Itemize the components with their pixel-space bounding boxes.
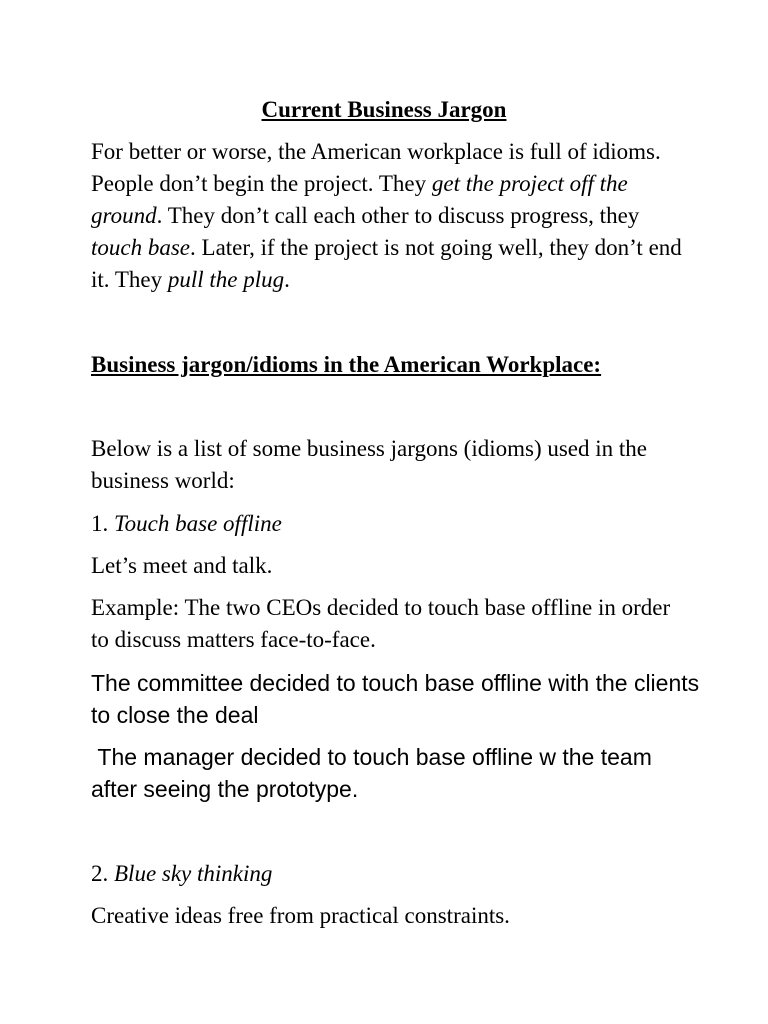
list-item-2-definition: Creative ideas free from practical constraints.	[91, 903, 510, 928]
section-heading: Business jargon/idioms in the American Workplace:	[91, 352, 602, 377]
list-item-1-title	[91, 508, 691, 540]
page-title: Current Business Jargon	[261, 97, 507, 122]
list-item-1-term: Touch base offline	[114, 511, 282, 536]
intro-text-2: . They don’t call each other to discuss progress, they	[156, 203, 640, 228]
intro-text-4: .	[284, 267, 290, 292]
list-item-1-number: 1.	[91, 511, 109, 536]
list-intro: Below is a list of some business jargons (idioms) used in the business world:	[91, 436, 648, 493]
list-item-2-term: Blue sky thinking	[114, 861, 273, 886]
list-item-1-example: Example: The two CEOs decided to touch base offline in order to discuss matters face-to-face.	[91, 595, 671, 652]
intro-text-1: For better or worse, the American workplace is full of idioms. People don’t begin the project. They	[91, 139, 661, 196]
idiom-pull-plug: pull the plug	[167, 267, 285, 292]
list-item-2-title	[91, 858, 691, 890]
list-item-1-definition: Let’s meet and talk.	[91, 553, 273, 578]
list-item-1-extra-example-2: The manager decided to touch base offline w the team after seeing the prototype.	[91, 744, 659, 802]
list-item-1-extra-example-1: The committee decided to touch base offline with the clients to close the deal	[91, 670, 700, 728]
idiom-get-off-ground: get the project off the ground	[91, 171, 628, 228]
intro-paragraph	[91, 136, 691, 296]
list-item-2-number: 2.	[91, 861, 109, 886]
idiom-touch-base: touch base	[91, 235, 191, 260]
intro-text-3: . Later, if the project is not going well, they don’t end it. They	[91, 235, 682, 292]
